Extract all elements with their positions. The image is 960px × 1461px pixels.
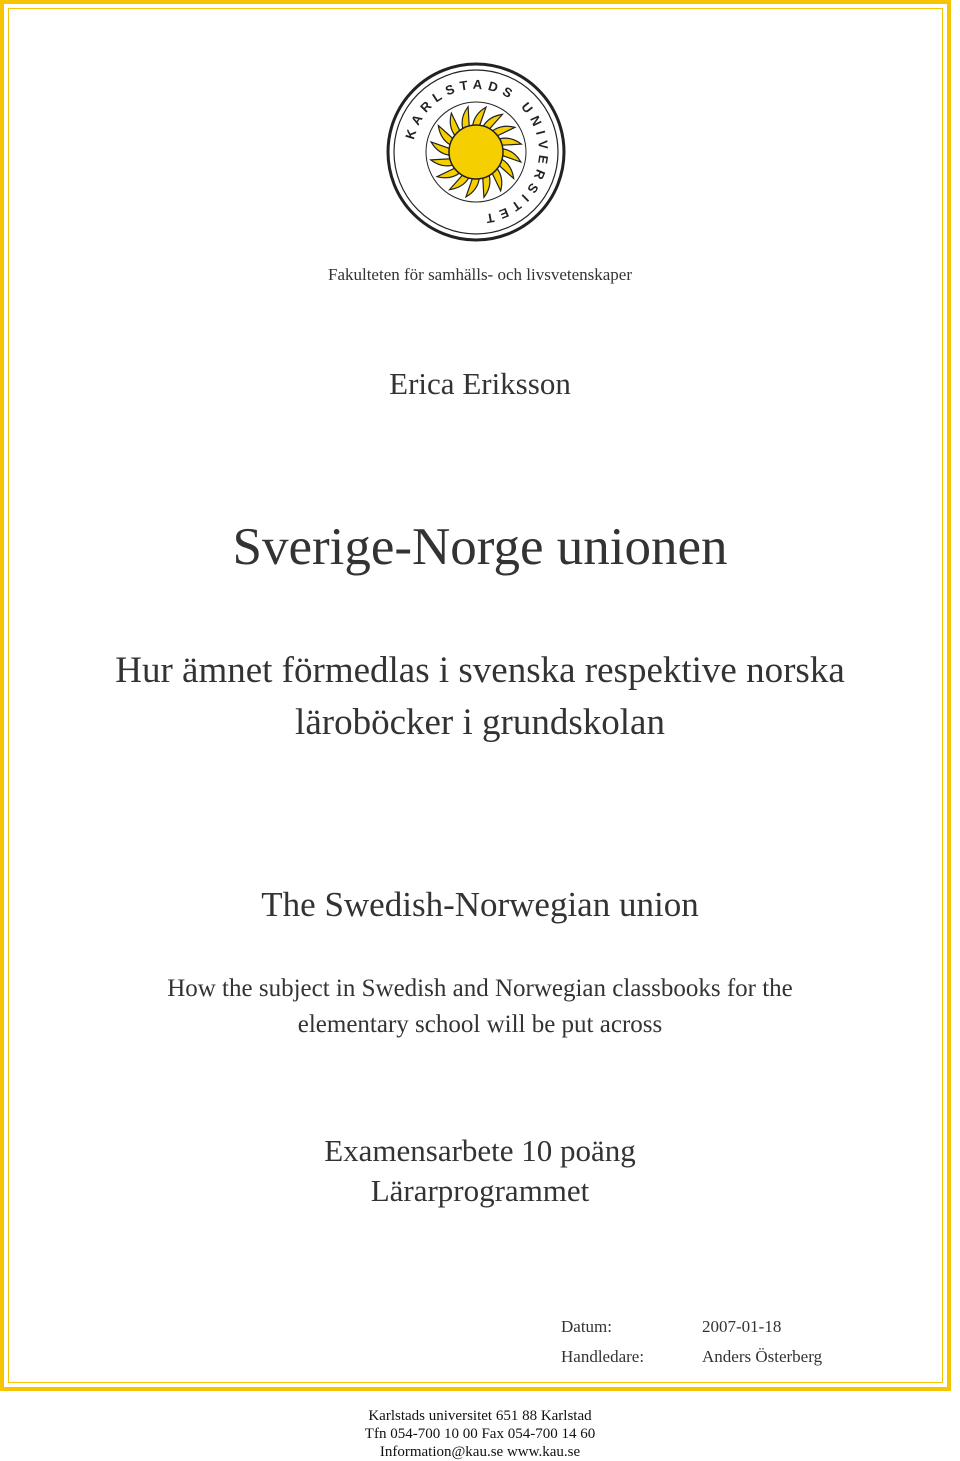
supervisor-value: Anders Österberg — [702, 1347, 823, 1366]
exam-info — [0, 1131, 960, 1211]
subtitle-line-2: läroböcker i grundskolan — [295, 702, 665, 743]
exam-type: Examensarbete 10 poäng — [324, 1133, 636, 1168]
logo-text: KARLSTADS UNIVERSITET — [402, 76, 552, 228]
english-subtitle-line-2: elementary school will be put across — [297, 1011, 663, 1038]
supervisor-label: Handledare: — [561, 1347, 645, 1366]
footer-contact — [0, 1407, 960, 1461]
english-subtitle-line-1: How the subject in Swedish and Norwegian classbooks for the — [167, 975, 793, 1002]
english-subtitle — [0, 971, 960, 1043]
university-logo — [386, 62, 566, 242]
author-name: Erica Eriksson — [389, 366, 571, 401]
faculty-name: Fakulteten för samhälls- och livsvetenskaper — [327, 265, 633, 284]
metadata-block — [561, 1317, 822, 1377]
supervisor-row — [561, 1347, 822, 1377]
english-title: The Swedish-Norwegian union — [261, 885, 699, 924]
date-row — [561, 1317, 822, 1347]
footer-address: Karlstads universitet 651 88 Karlstad — [368, 1408, 592, 1424]
thesis-subtitle — [0, 645, 960, 749]
date-label: Datum: — [561, 1317, 612, 1336]
subtitle-line-1: Hur ämnet förmedlas i svenska respektive norska — [115, 650, 845, 691]
date-value: 2007-01-18 — [702, 1317, 782, 1336]
footer-web: Information@kau.se www.kau.se — [379, 1444, 581, 1460]
program-name: Lärarprogrammet — [370, 1173, 590, 1208]
footer-phone: Tfn 054-700 10 00 Fax 054-700 14 60 — [364, 1426, 596, 1442]
thesis-title: Sverige-Norge unionen — [232, 518, 728, 576]
sun-icon — [449, 125, 503, 179]
